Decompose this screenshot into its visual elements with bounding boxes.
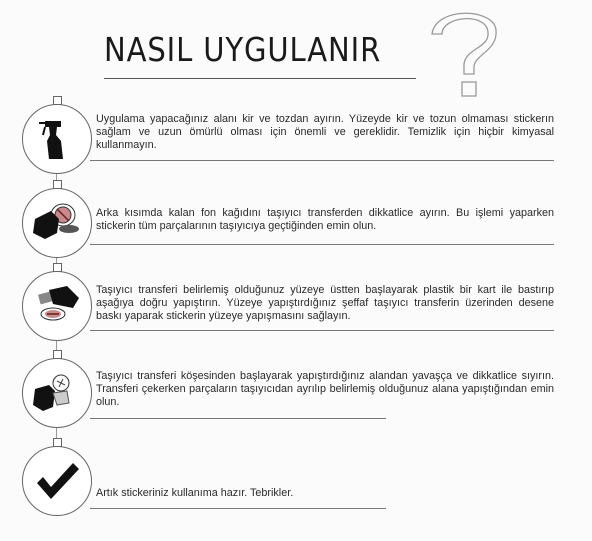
step-1-text: Uygulama yapacağınız alanı kir ve tozdan ayırın. Yüzeyde kir ve tozun olmaması stickerın sağlam ve uzun ömürlü olması için önemli ve gereklidir. Temizlik için hiçbir kimyasal kullanmayın. [96,113,554,152]
press-card-icon [23,272,91,340]
step-divider [90,330,554,331]
step-4-text: Taşıyıcı transferi köşesinden başlayarak yapıştırdığınız alandan yavaşça ve dikkatlice sıyırın. Transferi çekerken parçaların taşıyıcıdan ayrılıp belirlemiş olduğunuz alana yapıştığından emin olun. [96,370,554,409]
spray-bottle-icon [23,105,91,173]
title-underline [104,78,416,79]
step-icon-circle [22,271,92,341]
peel-backing-icon [23,189,91,257]
step-3-text: Taşıyıcı transferi belirlemiş olduğunuz yüzeye üstten başlayarak plastik bir kart ile bastırıp aşağıya doğru yapıştırın. Yüzeye yapıştırdığınız şeffaf taşıyıcı transferin üzerinden desene baskı yaparak stickerin yüzeye yapışmasını sağlayın. [96,284,554,323]
question-mark-icon [428,8,500,100]
step-icon-circle [22,446,92,516]
step-5-text: Artık stickeriniz kullanıma hazır. Tebrikler. [96,487,294,499]
step-divider [90,418,386,419]
step-divider [90,160,554,161]
peel-transfer-icon [23,359,91,427]
step-divider [90,508,386,509]
step-2-text: Arka kısımda kalan fon kağıdını taşıyıcı transferden dikkatlice ayırın. Bu işlemi yaparken stickerin tüm parçalarının taşıyıcıya geçtiğinden emin olun. [96,207,554,233]
checkmark-icon [23,447,91,515]
step-icon-circle [22,358,92,428]
step-icon-circle [22,188,92,258]
step-divider [90,244,554,245]
step-icon-circle [22,104,92,174]
page-title: NASIL UYGULANIR [104,30,382,69]
